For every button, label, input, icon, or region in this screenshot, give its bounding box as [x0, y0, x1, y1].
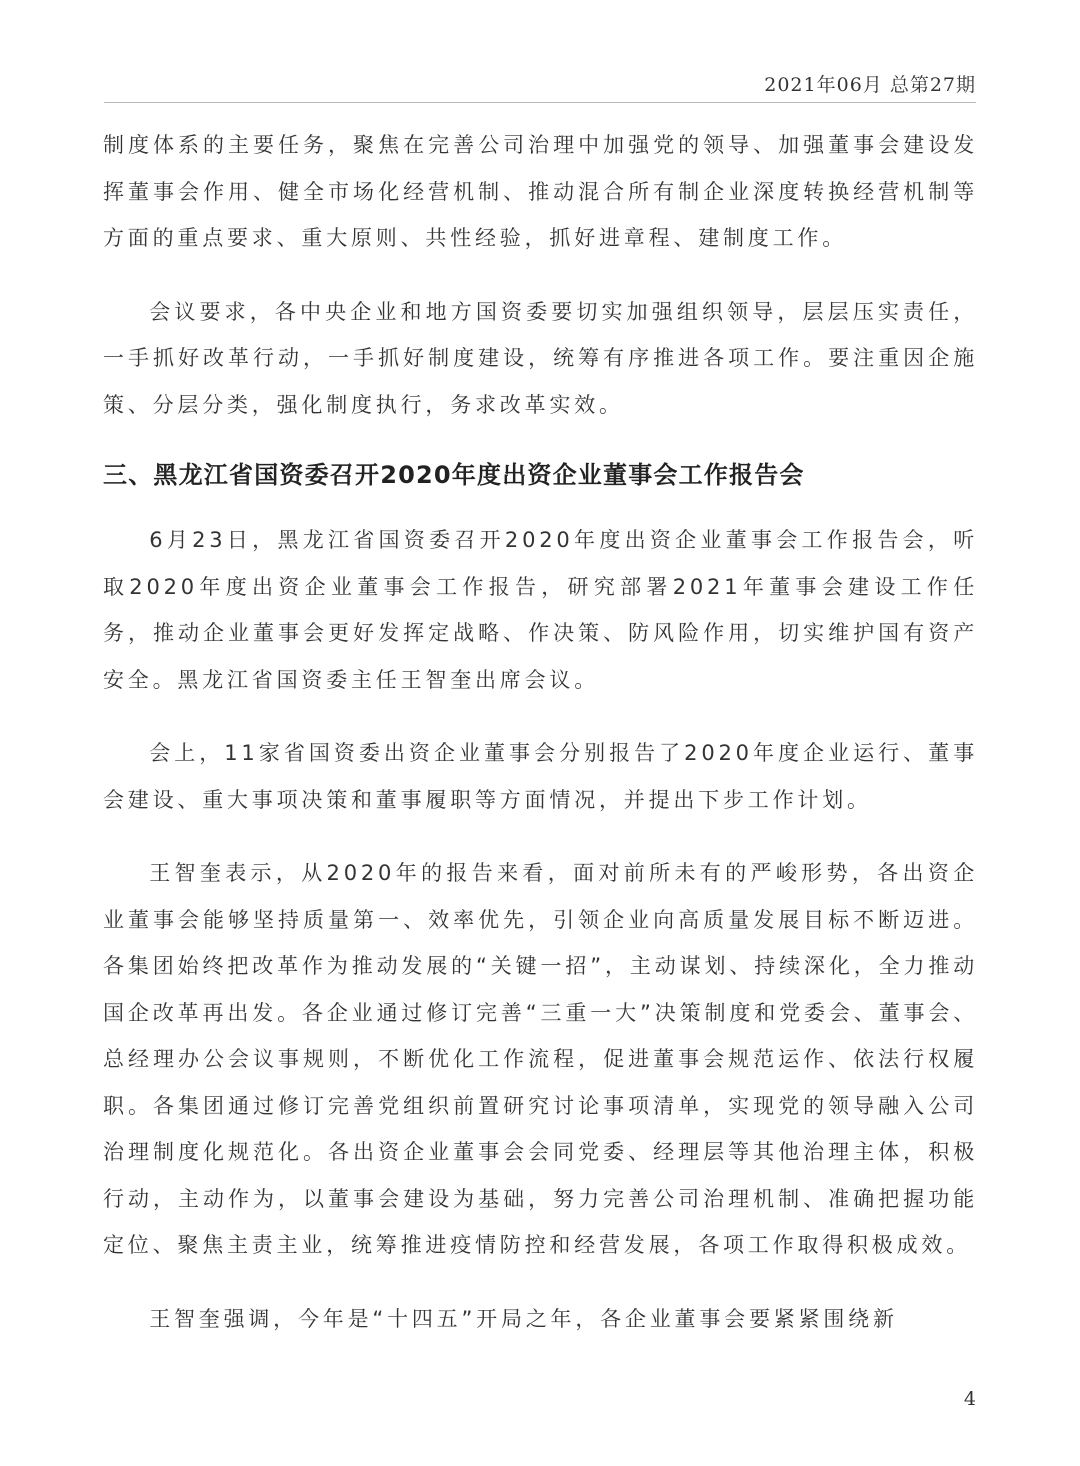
paragraph-continuation: 制度体系的主要任务，聚焦在完善公司治理中加强党的领导、加强董事会建设发挥董事会作用、健全市场化经营机制、推动混合所有制企业深度转换经营机制等方面的重点要求、重大原则、共性经验，抓好进章程、建制度工作。	[103, 133, 978, 250]
paragraph-meeting-requirements: 会议要求，各中央企业和地方国资委要切实加强组织领导，层层压实责任，一手抓好改革行动，一手抓好制度建设，统筹有序推进各项工作。要注重因企施策、分层分类，强化制度执行，务求改革实效。	[103, 299, 978, 417]
paragraph-remarks: 王智奎表示，从2020年的报告来看，面对前所未有的严峻形势，各出资企业董事会能够坚持质量第一、效率优先，引领企业向高质量发展目标不断迈进。各集团始终把改革作为推动发展的“关键一招”，主动谋划、持续深化，全力推动国企改革再出发。各企业通过修订完善“三重一大”决策制度和党委会、董事会、总经理办公会议事规则，不断优化工作流程，促进董事会规范运作、依法行权履职。各集团通过修订完善党组织前置研究讨论事项清单，实现党的领导融入公司治理制度化规范化。各出资企业董事会会同党委、经理层等其他治理主体，积极行动，主动作为，以董事会建设为基础，努力完善公司治理机制、准确把握功能定位、聚焦主责主业，统筹推进疫情防控和经营发展，各项工作取得积极成效。	[103, 861, 978, 1257]
issue-label: 2021年06月 总第27期	[764, 74, 976, 96]
section-heading: 三、黑龙江省国资委召开2020年度出资企业董事会工作报告会	[103, 461, 805, 489]
paragraph-meeting-intro: 6月23日，黑龙江省国资委召开2020年度出资企业董事会工作报告会，听取2020年度出资企业董事会工作报告，研究部署2021年董事会建设工作任务，推动企业董事会更好发挥定战略、作决策、防风险作用，切实维护国有资产安全。黑龙江省国资委主任王智奎出席会议。	[103, 528, 978, 692]
paragraph-reports: 会上，11家省国资委出资企业董事会分别报告了2020年度企业运行、董事会建设、重大事项决策和董事履职等方面情况，并提出下步工作计划。	[103, 741, 978, 812]
document-body	[103, 122, 978, 1369]
page-number: 4	[963, 1388, 976, 1410]
page-header	[104, 68, 976, 103]
paragraph-emphasis: 王智奎强调，今年是“十四五”开局之年，各企业董事会要紧紧围绕新	[149, 1306, 898, 1331]
